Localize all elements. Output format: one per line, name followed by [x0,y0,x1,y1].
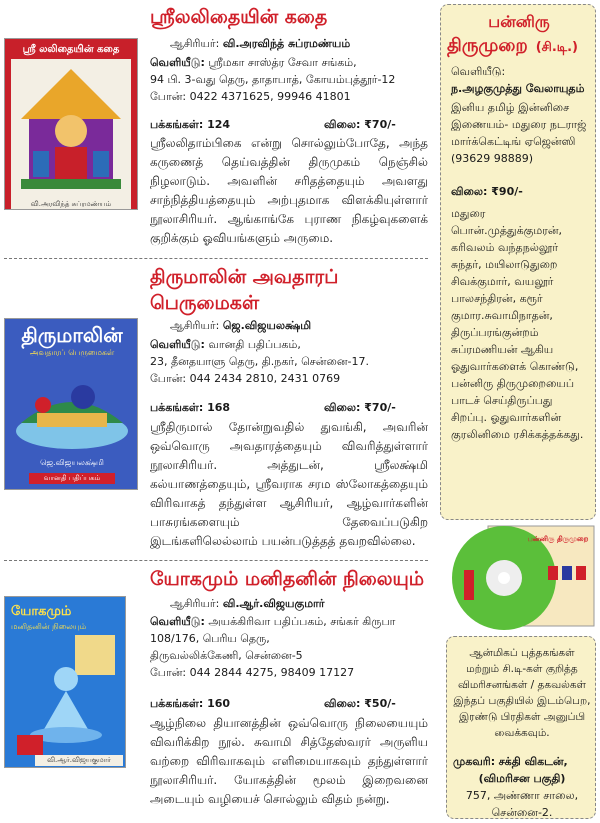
vishnu-illustration [13,361,131,453]
book-review-3 [0,564,432,822]
book-title-3: யோகமும் மனிதனின் நிலையும் [150,568,425,590]
publisher-info-3 [150,613,430,681]
publisher-address-2: திருவல்லிக்கேணி, சென்னை-5 [150,649,303,662]
address-label: முகவரி: [453,755,496,768]
book-cover-1 [4,38,138,210]
price-1: விலை: ₹70/- [324,118,396,131]
section-divider [4,560,428,561]
author-name: ஜெ.விஜயலக்ஷ்மி [222,319,312,332]
author-label: ஆசிரியர்: [170,597,220,610]
cd-details: இனிய தமிழ் இன்னிசை இணையம்- மதுரை நடராஜ் மார்க்கெட்டிங் ஏஜென்ஸி (93629 98889) [451,101,587,165]
book-review-1 [0,0,432,258]
cover-title-2: திருமாலின் [21,323,123,347]
author-row-1 [170,36,350,52]
cd-artwork [448,522,598,632]
pages-count-1: பக்கங்கள்: 124 [150,118,231,131]
book-title-1: ஸ்ரீலலிதையின் கதை [150,6,328,28]
cover-subtitle-3: மனிதனின் நிலையும் [11,622,87,631]
cover-author-2: ஜெ.விஜயலக்ஷ்மி [40,458,104,467]
publisher-address: 94 பி. 3-வது தெரு, தாதாபாத், கோயம்புத்தூர்-12 [150,73,396,86]
author-row-2 [170,318,311,334]
cd-title-line2 [447,33,593,61]
cd-title-main: திருமுறை [447,35,528,56]
pages-count-2: பக்கங்கள்: 168 [150,401,231,414]
publisher-label: வெளியீடு: [150,338,205,351]
cd-publisher-label: வெளியீடு: [451,65,506,78]
publisher-info-2 [150,336,430,387]
book-description-3: ஆழ்நிலை தியானத்தின் ஒவ்வொரு நிலையையும் விவரிக்கிற நூல். சுவாமி சித்தேஸ்வரர் அருளிய வற்றை விரிவாகவும் எளிமையாகவும் தந்துள்ளார் நூலாசிரியர். யோகத்தின் மூலம் இறைவனை அடையும் வழியைச் சொல்லும் விதம் நன்று. [150,716,428,806]
publisher-phone: போன்: 044 2844 4275, 98409 17127 [150,666,355,679]
book-description-1: ஸ்ரீலலிதாம்பிகை என்று சொல்லும்போதே, அந்த கருணைத் தெய்வத்தின் திருமுகம் நெஞ்சில் நிழலாடும். அவளின் சரிதத்தையும் அவளது சாந்நித்தியத்தையும் அற்புதமாக விளக்கியுள்ளார் நூலாசிரியர். ஆங்காங்கே புராண நிகழ்வுகளைக் குறிக்கும் ஓவியங்களும் அருமை. [150,136,428,245]
publisher-address: 108/176, பெரிய தெரு, [150,632,270,645]
author-name: வி.அரவிந்த் சுப்ரமண்யம் [222,37,351,50]
cover-author-1: வி.அரவிந்த் சுப்ரமண்யம் [11,199,131,209]
price-2: விலை: ₹70/- [324,401,396,414]
section-divider [4,258,428,259]
book-description-2: ஸ்ரீதிருமால் தோன்றுவதில் துவங்கி, அவரின் ஒவ்வொரு அவதாரத்தையும் விவரித்துள்ளார் நூலாசிரியர். அத்துடன், ஸ்ரீலக்ஷ்மி கல்யாணத்தையும், ஸ்ரீவராக சரம ஸ்லோகத்தையும் விரிவாகத் தந்துள்ள ஆசிரியர், ஆழ்வார்களின் பாசுரங்களையும் தேவைப்படுகிற இடங்களிலெல்லாம் பயன்படுத்தத் தவறவில்லை. [150,420,428,548]
address-line3: 757, அண்ணா சாலை, [465,789,579,802]
publisher-name: வானதி பதிப்பகம், [208,338,301,351]
deity-illustration [11,59,131,199]
cd-description: மதுரை பொன்.முத்துக்குமரன், கரிவலம் வந்தநல்லூர் சுந்தர், மயிலாடுதுறை சிவக்குமார், வயலூர் பாலசந்திரன், கரூர் குமார.சுவாமிநாதன், திருப்பரங்குன்றம் சுப்ரமணியன் ஆகிய ஓதுவார்களைக் கொண்டு, பன்னிரு திருமுறையைப் பாடச் செய்திருப்பது சிறப்பு. ஓதுவார்களின் குரலினிமை ரசிக்கத்தக்கது. [451,207,584,441]
address-line1: சக்தி விகடன், [498,755,568,768]
book-cover-3 [4,596,126,768]
cover-author-3: வி.ஆர்.விஜயகுமார் [35,755,123,766]
cd-price: விலை: ₹90/- [451,185,523,198]
author-name: வி.ஆர்.விஜயகுமார் [222,597,325,610]
notice-text: ஆன்மிகப் புத்தகங்கள் மற்றும் சி.டி-கள் குறித்த விமரிசனங்கள் / தகவல்கள் இந்தப் பகுதியில் இடம்பெற, இரண்டு பிரதிகள் அனுப்பி வைக்கவும். [453,647,591,739]
pages-count-3: பக்கங்கள்: 160 [150,697,231,710]
cover-title-3: யோகமும் [11,604,72,619]
cover-subtitle-2: அவதாரப் பெருமைகள் [29,348,115,357]
publisher-name: ஸ்ரீமகா சாஸ்த்ர சேவா சங்கம், [208,56,357,69]
submission-notice [446,636,596,819]
book-title-2: திருமாலின் அவதாரப் பெருமைகள் [150,266,339,314]
meditation-illustration [15,635,117,755]
cover-title-1: ஸ்ரீ லலிதையின் கதை [11,43,131,57]
author-label: ஆசிரியர்: [170,319,220,332]
cd-review-panel [440,4,596,520]
address-line4: சென்னை-2. [491,806,553,819]
cd-label: பன்னிரு திருமுறை [527,535,589,543]
cd-publisher: ந.அழகுமுத்து வேலாயுதம் [451,82,585,95]
publisher-info-1 [150,54,430,105]
author-row-3 [170,596,325,612]
publisher-name: அயக்கிரிவா பதிப்பகம், சங்கர் கிருபா [208,615,396,628]
publisher-phone: போன்: 044 2434 2810, 2431 0769 [150,372,341,385]
address-line2: (விமரிசன பகுதி) [478,772,566,785]
price-3: விலை: ₹50/- [324,697,396,710]
cd-title-line1: பன்னிரு [488,12,550,31]
book-cover-2 [4,318,138,490]
notice-address [453,753,591,821]
author-label: ஆசிரியர்: [170,37,220,50]
cover-publisher-2: வானதி பதிப்பகம் [29,473,115,484]
publisher-phone: போன்: 0422 4371625, 99946 41801 [150,90,351,103]
book-review-2 [0,262,432,560]
cd-tag: (சி.டி.) [535,40,578,55]
publisher-label: வெளியீடு: [150,615,205,628]
publisher-label: வெளியீடு: [150,56,205,69]
publisher-address: 23, தீனதயாளு தெரு, தி.நகர், சென்னை-17. [150,355,369,368]
